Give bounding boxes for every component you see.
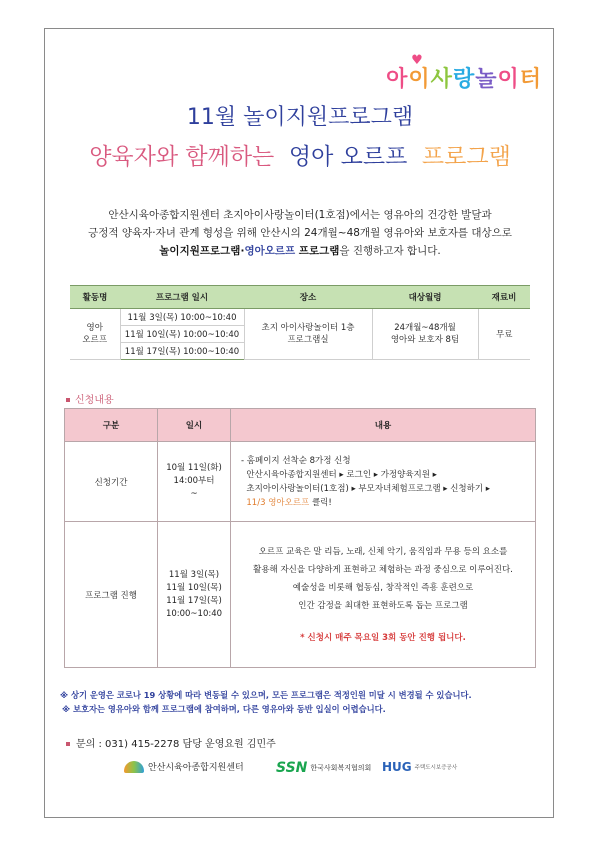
column-header: 재료비 <box>478 286 530 309</box>
contact-info <box>66 735 276 750</box>
content-line: 초지아이사랑놀이터(1호점) ▸ 부모자녀체험프로그램 ▸ 신청하기 ▸ <box>241 483 491 494</box>
period-date: 10월 11일(화) 14:00부터 ~ <box>158 442 231 522</box>
notes <box>60 688 472 716</box>
page-subtitle <box>0 138 600 171</box>
fee-cell: 무료 <box>478 309 530 360</box>
schedule-table <box>70 285 530 360</box>
table-row <box>70 309 530 326</box>
content-line: 예술성을 비롯해 협동심, 창작적인 즉흥 훈련으로 <box>292 582 474 593</box>
spacer <box>235 615 531 629</box>
subtitle-part-c: 프로그램 <box>421 144 511 170</box>
org-logo-ssn <box>276 760 371 776</box>
content-line: - 홈페이지 선착순 8가정 신청 <box>241 455 351 466</box>
ssn-logo-icon: SSN <box>276 760 308 776</box>
application-table <box>64 408 536 668</box>
program-content <box>231 522 536 668</box>
heart-icon: ♥ <box>411 53 424 68</box>
row-label: 신청기간 <box>65 442 158 522</box>
note-line: ※ 보호자는 영유아와 함께 프로그램에 참여하며, 다른 영유아와 동반 입실이 어렵습니다. <box>62 704 386 714</box>
intro-bold: 프로그램 <box>295 245 340 257</box>
logo-char: 랑 <box>452 67 476 92</box>
column-header: 내용 <box>231 409 536 442</box>
logo-char: 터 <box>519 67 542 92</box>
subtitle-part-a: 양육자와 함께하는 <box>89 144 275 170</box>
intro-line <box>70 242 530 260</box>
notice-text: * 신청시 매주 목요일 3회 동안 진행 됩니다. <box>300 632 466 643</box>
subtitle-part-b: 영아 오르프 <box>288 144 408 170</box>
bullet-icon <box>66 742 70 746</box>
content-line: 안산시육아종합지원센터 ▸ 로그인 ▸ 가정양육지원 ▸ <box>241 469 437 480</box>
footer-logos <box>0 760 600 784</box>
bullet-icon <box>66 398 70 402</box>
column-header: 대상월령 <box>372 286 478 309</box>
content-line: 인간 감정을 최대한 표현하도록 돕는 프로그램 <box>298 600 468 611</box>
org-name: 주택도시보증공사 <box>414 765 458 771</box>
column-header: 장소 <box>244 286 372 309</box>
row-label: 프로그램 진행 <box>65 522 158 668</box>
intro-line: 안산시육아종합지원센터 초지아이사랑놀이터(1호점)에서는 영유아의 건강한 발달과 <box>108 209 492 221</box>
target-cell: 24개월~48개월 영아와 보호자 8팀 <box>372 309 478 360</box>
note-line: ※ 상기 운영은 코로나 19 상황에 따라 변동될 수 있으며, 모든 프로그램은 적정인원 미달 시 변경될 수 있습니다. <box>60 690 472 700</box>
intro-line: 긍정적 양육자·자녀 관계 형성을 위해 안산시의 24개월~48개월 영유아와 보호자를 대상으로 <box>88 227 512 239</box>
intro-text: 을 진행하고자 합니다. <box>339 245 441 257</box>
logo-char: 사 <box>430 67 453 92</box>
intro-paragraph <box>70 206 530 260</box>
date-cell: 11월 17일(목) 10:00~10:40 <box>120 343 244 360</box>
table-header-row <box>70 286 530 309</box>
intro-bold: · <box>240 245 245 257</box>
content-line: 오르프 교육은 말 리듬, 노래, 신체 악기, 움직임과 무용 등의 요소를 <box>258 546 508 557</box>
page-title: 11월 놀이지원프로그램 <box>186 105 414 130</box>
section-heading-text: 신청내용 <box>75 395 114 406</box>
place-cell: 초지 아이사랑놀이터 1층 프로그램실 <box>244 309 372 360</box>
org-logo-hug <box>382 760 457 774</box>
table-row <box>65 522 536 668</box>
hug-logo-icon: HUG <box>382 760 412 774</box>
logo-char: 이 <box>497 67 520 92</box>
section-heading <box>66 391 114 406</box>
program-dates: 11월 3일(목) 11월 10일(목) 11월 17일(목) 10:00~10:40 <box>158 522 231 668</box>
intro-bold: 놀이지원프로그램 <box>159 245 241 257</box>
content-line: 활용해 자신을 다양하게 표현하고 체험하는 과정 중심으로 이루어진다. <box>253 564 513 575</box>
column-header: 활동명 <box>70 286 120 309</box>
logo-char: 놀 <box>475 67 498 92</box>
table-header-row <box>65 409 536 442</box>
intro-highlight: 영아오르프 <box>244 245 296 257</box>
brand-logo <box>386 53 542 93</box>
org-name: 안산시육아종합지원센터 <box>148 763 244 773</box>
ansan-logo-icon <box>124 761 144 773</box>
contact-text: 문의 : 031) 415-2278 담당 운영요원 김민주 <box>76 739 276 750</box>
column-header: 일시 <box>158 409 231 442</box>
logo-char: 아 <box>386 67 409 92</box>
column-header: 프로그램 일시 <box>120 286 244 309</box>
column-header: 구분 <box>65 409 158 442</box>
period-content <box>231 442 536 522</box>
org-logo-ansan <box>124 760 244 773</box>
org-name: 한국사회복지협의회 <box>310 764 372 772</box>
activity-cell: 영아 오르프 <box>70 309 120 360</box>
date-cell: 11월 10일(목) 10:00~10:40 <box>120 326 244 343</box>
link-text[interactable]: 11/3 영아오르프 <box>241 497 310 508</box>
table-row <box>65 442 536 522</box>
content-line <box>241 496 525 510</box>
content-text: 클릭! <box>309 497 332 508</box>
date-cell: 11월 3일(목) 10:00~10:40 <box>120 309 244 326</box>
logo-char: 이 <box>408 67 431 92</box>
